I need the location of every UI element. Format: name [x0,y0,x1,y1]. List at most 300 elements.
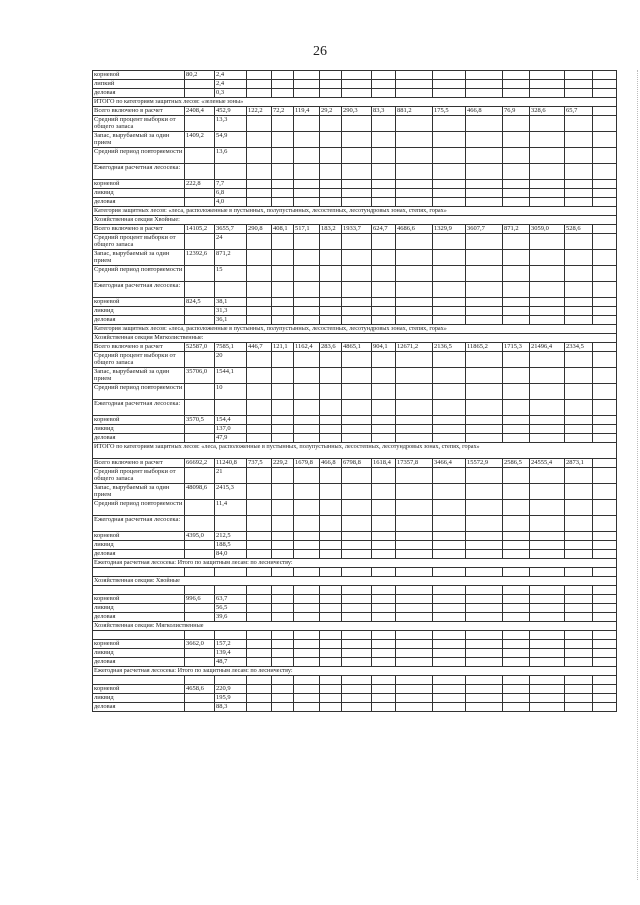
table-cell [247,631,272,640]
table-cell [294,484,320,500]
table-cell [215,568,247,577]
table-cell [185,400,215,416]
table-cell [320,71,342,80]
table-row [93,586,617,595]
table-cell [593,234,617,250]
table-cell [530,89,565,98]
table-cell: 2408,4 [185,107,215,116]
table-cell [433,316,466,325]
table-cell [503,568,530,577]
table-cell: 66692,2 [185,459,215,468]
table-cell [272,352,294,368]
table-cell: 408,1 [272,225,294,234]
table-cell [342,234,372,250]
table-cell [272,307,294,316]
table-cell [320,676,342,685]
table-cell [466,282,503,298]
table-cell [247,676,272,685]
table-cell: 1679,8 [294,459,320,468]
table-cell [593,71,617,80]
table-cell [530,468,565,484]
table-cell [565,384,593,400]
table-row [93,148,617,164]
table-cell [372,425,396,434]
table-cell [320,368,342,384]
table-cell [185,541,215,550]
table-row [93,685,617,694]
row-label: Запас, вырубаемый за один прием [93,250,185,266]
table-cell: 7,7 [215,180,247,189]
row-label: деловая [93,434,185,443]
table-cell [466,89,503,98]
row-label: деловая [93,550,185,559]
table-cell [565,685,593,694]
table-cell [503,676,530,685]
table-cell [593,676,617,685]
table-cell [272,198,294,207]
table-cell [294,658,320,667]
table-cell [247,307,272,316]
table-cell: 1329,9 [433,225,466,234]
table-cell [466,400,503,416]
table-cell [272,416,294,425]
table-cell [372,604,396,613]
table-cell [503,71,530,80]
table-cell [93,586,185,595]
table-cell [372,298,396,307]
table-cell [466,468,503,484]
table-cell [503,613,530,622]
table-cell [466,685,503,694]
table-cell: 12671,2 [396,343,433,352]
table-cell [247,316,272,325]
table-cell: 88,3 [215,703,247,712]
table-cell [396,416,433,425]
table-cell [503,586,530,595]
table-cell [503,352,530,368]
table-cell [396,631,433,640]
table-cell [342,640,372,649]
table-cell [185,80,215,89]
table-cell [342,198,372,207]
table-cell [320,649,342,658]
table-cell [247,613,272,622]
table-cell [372,484,396,500]
table-cell [372,550,396,559]
table-cell [372,282,396,298]
table-cell: 24555,4 [530,459,565,468]
table-cell [372,703,396,712]
table-cell [396,316,433,325]
table-cell: 7585,1 [215,343,247,352]
table-cell [466,266,503,282]
table-row [93,500,617,516]
table-cell [503,631,530,640]
table-cell [342,316,372,325]
table-cell [593,550,617,559]
table-cell: 63,7 [215,595,247,604]
table-cell [342,180,372,189]
table-cell [433,694,466,703]
table-row [93,352,617,368]
table-cell: 29,2 [320,107,342,116]
table-cell [593,595,617,604]
table-row [93,98,617,107]
table-cell [294,586,320,595]
row-label: Средний период повторяемости [93,148,185,164]
table-cell [593,116,617,132]
table-cell [320,89,342,98]
table-cell [565,676,593,685]
table-cell [294,80,320,89]
table-row [93,216,617,225]
table-cell [396,132,433,148]
table-cell [593,148,617,164]
forest-felling-table [92,70,616,712]
table-cell [372,266,396,282]
table-cell [320,568,342,577]
table-row [93,425,617,434]
table-cell [503,416,530,425]
table-row [93,577,617,586]
table-cell [320,550,342,559]
table-cell [342,89,372,98]
table-cell [294,434,320,443]
table-cell [503,116,530,132]
table-cell [185,316,215,325]
table-cell [320,307,342,316]
row-label: Всего включено в расчет [93,225,185,234]
table-cell [593,343,617,352]
table-cell [530,352,565,368]
table-cell [466,568,503,577]
table-cell [565,298,593,307]
table-cell [593,368,617,384]
table-cell: 20 [215,352,247,368]
table-cell [396,658,433,667]
table-cell [503,468,530,484]
table-row [93,622,617,631]
table-cell [396,116,433,132]
table-cell: 15572,9 [466,459,503,468]
table-cell [396,640,433,649]
table-cell [215,586,247,595]
table-cell [433,550,466,559]
table-cell [593,613,617,622]
table-cell [342,307,372,316]
table-cell [433,80,466,89]
table-cell [396,80,433,89]
table-cell [320,80,342,89]
table-cell [565,604,593,613]
table-cell [294,234,320,250]
row-label: ликвид [93,649,185,658]
table-cell [433,649,466,658]
table-cell [342,298,372,307]
table-cell [530,640,565,649]
table-cell [433,189,466,198]
table-row [93,116,617,132]
table-cell: 72,2 [272,107,294,116]
table-cell [185,694,215,703]
table-cell [247,80,272,89]
table-cell [372,180,396,189]
table-cell [342,80,372,89]
table-cell [272,604,294,613]
row-label: Всего включено в расчет [93,459,185,468]
table-cell [247,500,272,516]
table-cell [593,640,617,649]
table-cell: 1618,4 [372,459,396,468]
row-label: корневой [93,298,185,307]
table-cell [342,676,372,685]
table-cell: 21496,4 [530,343,565,352]
table-cell [272,532,294,541]
table-row [93,568,617,577]
table-cell [294,282,320,298]
table-cell [396,89,433,98]
table-cell [372,164,396,180]
table-cell [530,703,565,712]
table-cell [396,703,433,712]
table-cell [320,189,342,198]
row-label: Средний процент выборки от общего запаса [93,234,185,250]
table-cell: 119,4 [294,107,320,116]
table-cell [503,604,530,613]
table-cell [433,148,466,164]
table-cell [530,500,565,516]
table-row [93,400,617,416]
table-cell [433,198,466,207]
table-cell [272,649,294,658]
table-cell [272,568,294,577]
table-cell [372,434,396,443]
table-cell [185,89,215,98]
table-cell [593,649,617,658]
table-cell: 76,9 [503,107,530,116]
section-header: Хозяйственная секция: Мягколиственные [93,622,617,631]
table-cell [565,89,593,98]
table-cell: 1715,3 [503,343,530,352]
table-cell [503,132,530,148]
table-cell [320,604,342,613]
table-row [93,180,617,189]
table-cell: 2,4 [215,71,247,80]
table-cell [593,694,617,703]
table-cell [215,516,247,532]
table-cell [342,550,372,559]
table-cell [466,189,503,198]
table-cell [247,189,272,198]
table-cell [294,307,320,316]
table-cell [320,132,342,148]
table-row [93,631,617,640]
table-row [93,676,617,685]
table-cell: 122,2 [247,107,272,116]
table-cell [372,352,396,368]
table-cell [593,180,617,189]
table-cell: 154,4 [215,416,247,425]
table-cell [185,676,215,685]
row-label: Запас, вырубаемый за один прием [93,132,185,148]
table-cell [565,541,593,550]
table-cell [185,586,215,595]
table-cell [396,484,433,500]
table-cell [530,416,565,425]
section-header: Хозяйственная секция Хвойные: [93,216,617,225]
table-cell [294,613,320,622]
table-cell [433,595,466,604]
table-cell [503,307,530,316]
table-cell [466,595,503,604]
table-cell [466,604,503,613]
table-cell [565,532,593,541]
table-cell [530,676,565,685]
table-cell [565,568,593,577]
table-row [93,316,617,325]
table-cell [294,316,320,325]
table-cell: 4686,6 [396,225,433,234]
table-cell [593,604,617,613]
table-cell [372,532,396,541]
table-cell [466,116,503,132]
row-label: корневой [93,640,185,649]
table-cell [503,234,530,250]
table-cell [396,384,433,400]
table-cell [272,400,294,416]
table-cell [247,416,272,425]
row-label: деловая [93,198,185,207]
row-label: деловая [93,316,185,325]
table-cell: 517,1 [294,225,320,234]
table-cell [503,425,530,434]
table-cell [565,282,593,298]
row-label: Средний процент выборки от общего запаса [93,468,185,484]
table-cell: 996,6 [185,595,215,604]
table-cell [530,148,565,164]
table-row [93,325,617,334]
table-cell [503,685,530,694]
table-cell [593,132,617,148]
table-cell [247,282,272,298]
table-cell [593,198,617,207]
section-header: ИТОГО по категориям защитных лесов: «зеленые зоны» [93,98,617,107]
table-cell [247,586,272,595]
table-row [93,640,617,649]
row-label: Средний период повторяемости [93,266,185,282]
table-cell [342,164,372,180]
table-cell [272,631,294,640]
row-label: ликвид [93,307,185,316]
table-cell [503,640,530,649]
table-cell [342,352,372,368]
table-cell [396,550,433,559]
table-cell [272,434,294,443]
table-cell [466,613,503,622]
table-cell [272,80,294,89]
table-cell [320,516,342,532]
table-cell [466,198,503,207]
table-cell [372,649,396,658]
table-cell: 0,3 [215,89,247,98]
row-label: ликвид [93,604,185,613]
table-cell: 4395,0 [185,532,215,541]
table-cell [530,189,565,198]
table-cell [503,434,530,443]
table-cell [530,425,565,434]
table-cell [185,148,215,164]
table-cell [503,516,530,532]
row-label: ликвид [93,694,185,703]
table-cell [565,71,593,80]
table-cell [185,266,215,282]
table-cell [565,180,593,189]
table-cell [215,400,247,416]
table-cell [396,180,433,189]
table-cell [342,400,372,416]
table-cell [503,550,530,559]
table-cell: 157,2 [215,640,247,649]
table-cell [593,107,617,116]
table-cell: 1544,1 [215,368,247,384]
table-cell [530,116,565,132]
table-cell [247,132,272,148]
table-cell [396,685,433,694]
table-cell [466,234,503,250]
table-row [93,343,617,352]
row-label: ликвид [93,541,185,550]
table-cell [294,116,320,132]
table-cell [320,148,342,164]
table-cell [320,282,342,298]
table-cell [320,640,342,649]
table-cell [320,234,342,250]
table-cell [342,384,372,400]
section-header: Хозяйственная секция: Хвойные [93,577,617,586]
row-label: деловая [93,613,185,622]
table-cell [466,80,503,89]
table-cell [372,80,396,89]
table-cell [372,416,396,425]
table-row [93,443,617,459]
table-cell: 290,3 [342,107,372,116]
table-cell [247,148,272,164]
table-cell [530,586,565,595]
table-cell [593,459,617,468]
table-cell [247,164,272,180]
table-cell [185,516,215,532]
table-cell [342,148,372,164]
table-cell [433,640,466,649]
table-cell [396,500,433,516]
table-cell [503,316,530,325]
table-cell [530,234,565,250]
table-cell [565,703,593,712]
table-cell [185,550,215,559]
table-cell [320,658,342,667]
table-cell [272,250,294,266]
table-cell [466,640,503,649]
table-row [93,532,617,541]
table-row [93,541,617,550]
table-cell [593,307,617,316]
table-cell [433,658,466,667]
table-cell [272,613,294,622]
table-cell [342,613,372,622]
table-row [93,559,617,568]
table-cell: 2334,5 [565,343,593,352]
table-cell [466,180,503,189]
